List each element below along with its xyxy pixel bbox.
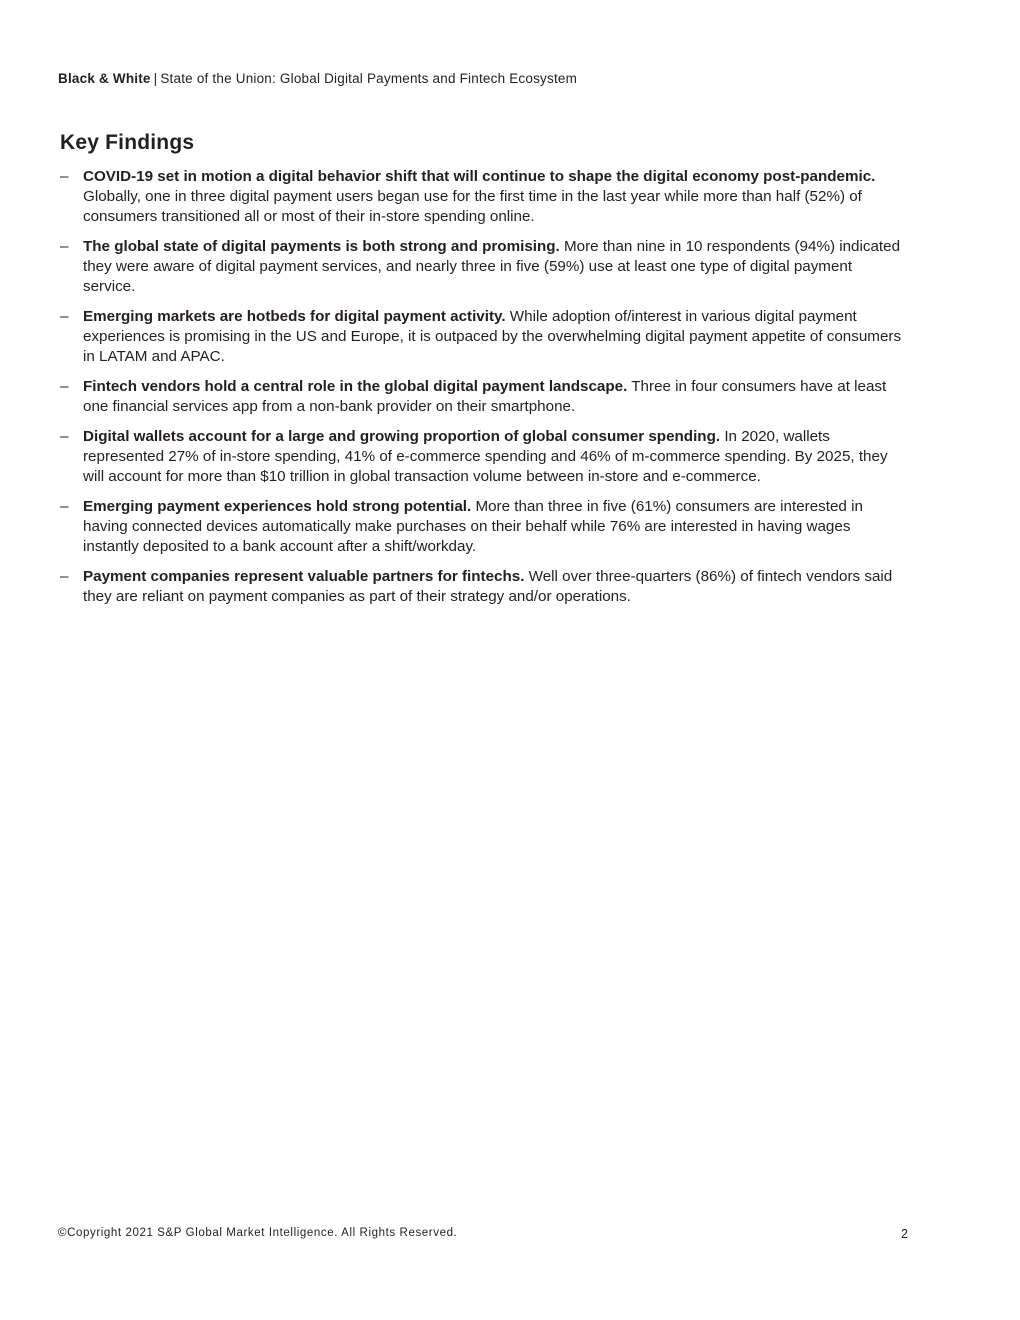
finding-item: [60, 167, 905, 227]
finding-item: [60, 497, 905, 557]
footer-copyright: ©Copyright 2021 S&P Global Market Intelligence. All Rights Reserved.: [58, 1227, 458, 1239]
bullet-dash: –: [60, 308, 69, 325]
finding-item: [60, 237, 905, 297]
finding-item: [60, 307, 905, 367]
finding-body: Well over three-quarters (86%) of fintech vendors said they are reliant on payment companies as part of their strategy and/or operations.: [83, 568, 893, 605]
finding-lead: Fintech vendors hold a central role in the global digital payment landscape.: [83, 378, 628, 395]
finding-lead: Payment companies represent valuable partners for fintechs.: [83, 568, 525, 585]
finding-lead: Emerging payment experiences hold strong potential.: [83, 498, 472, 515]
finding-body: In 2020, wallets represented 27% of in-store spending, 41% of e-commerce spending and 46% of m-commerce spending. By 2025, they will account for more than $10 trillion in global transaction volume between in-store and e-commerce.: [83, 428, 888, 485]
header-separator: |: [153, 71, 158, 86]
section-title: Key Findings: [60, 131, 195, 154]
bullet-dash: –: [60, 168, 69, 185]
bullet-dash: –: [60, 428, 69, 445]
bullet-dash: –: [60, 498, 69, 515]
finding-item: [60, 377, 905, 417]
finding-lead: Digital wallets account for a large and growing proportion of global consumer spending.: [83, 428, 721, 445]
running-header: [58, 71, 577, 86]
key-findings-list: [60, 167, 905, 617]
bullet-dash: –: [60, 378, 69, 395]
finding-body: Globally, one in three digital payment users began use for the first time in the last year while more than half (52%) of consumers transitioned all or most of their in-store spending online.: [83, 188, 862, 225]
finding-item: [60, 427, 905, 487]
bullet-dash: –: [60, 238, 69, 255]
finding-body: While adoption of/interest in various digital payment experiences is promising in the US and Europe, it is outpaced by the overwhelming digital payment appetite of consumers in LATAM and APAC.: [83, 308, 902, 365]
finding-lead: COVID-19 set in motion a digital behavior shift that will continue to shape the digital economy post-pandemic.: [83, 168, 876, 185]
finding-lead: Emerging markets are hotbeds for digital payment activity.: [83, 308, 506, 325]
header-report-title: State of the Union: Global Digital Payments and Fintech Ecosystem: [160, 71, 578, 86]
finding-item: [60, 567, 905, 607]
header-brand: Black & White: [58, 71, 151, 86]
bullet-dash: –: [60, 568, 69, 585]
finding-body: More than nine in 10 respondents (94%) indicated they were aware of digital payment services, and nearly three in five (59%) use at least one type of digital payment service.: [83, 238, 901, 295]
finding-lead: The global state of digital payments is both strong and promising.: [83, 238, 560, 255]
page-number: 2: [901, 1227, 908, 1241]
finding-body: More than three in five (61%) consumers are interested in having connected devices automatically make purchases on their behalf while 76% are interested in having wages instantly deposited to a bank account after a shift/workday.: [83, 498, 863, 555]
finding-body: Three in four consumers have at least one financial services app from a non-bank provider on their smartphone.: [83, 378, 887, 415]
